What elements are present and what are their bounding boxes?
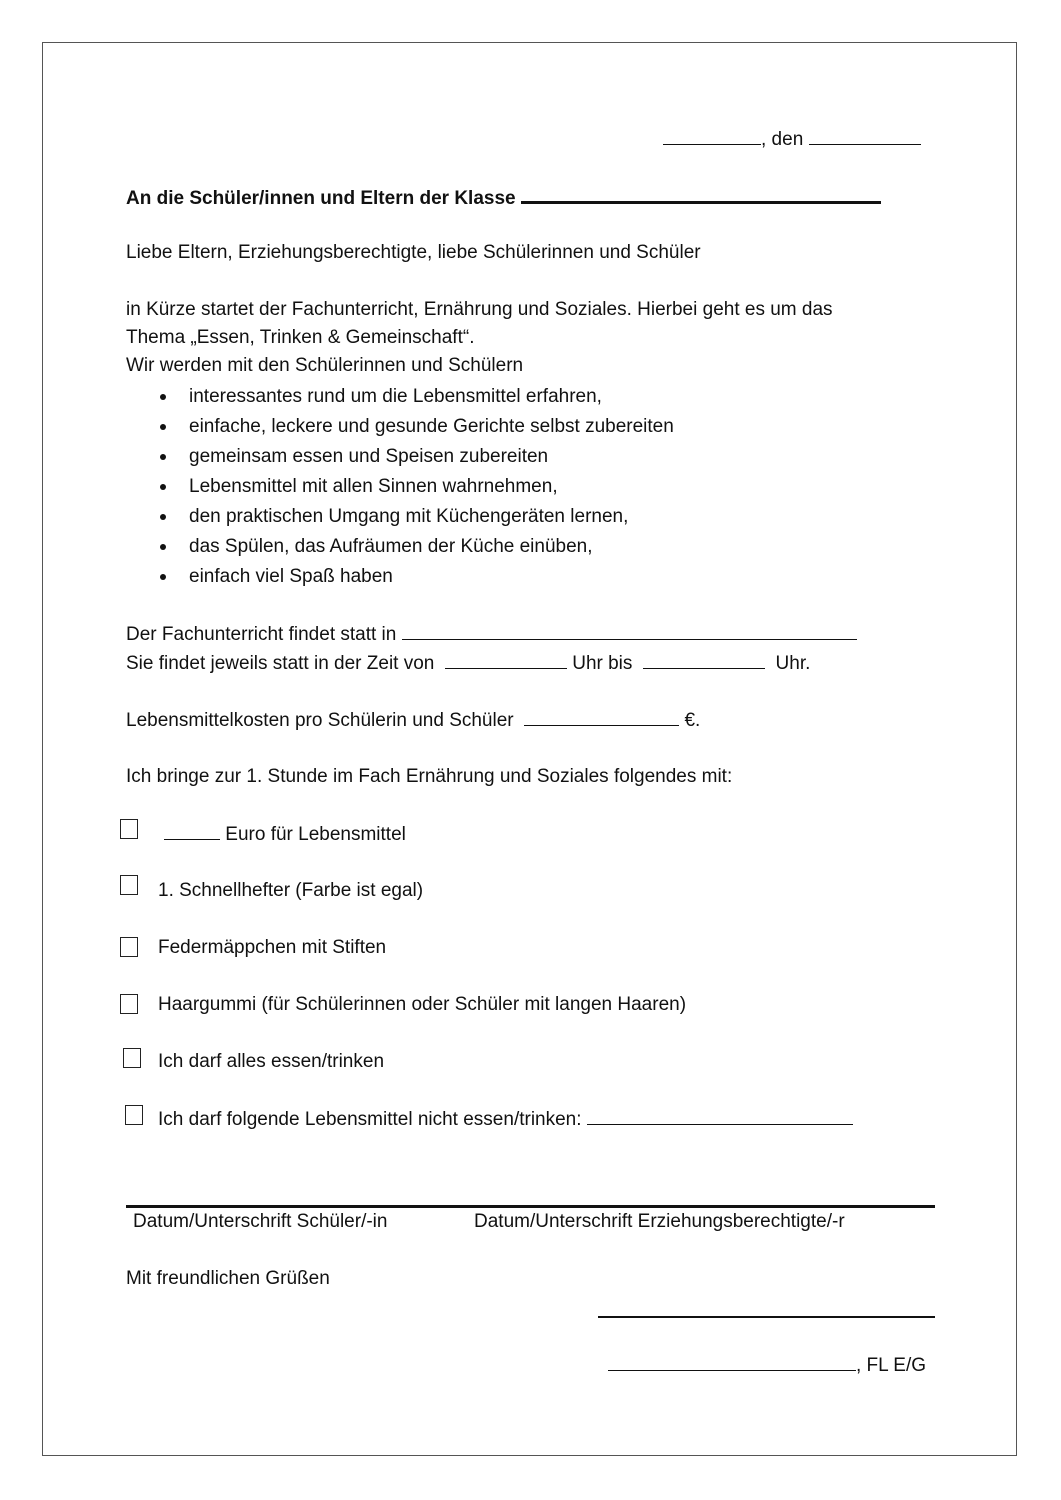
time-label: Sie findet jeweils statt in der Zeit von bbox=[126, 653, 435, 674]
list-item: einfache, leckere und gesunde Gerichte selbst zubereiten bbox=[189, 416, 674, 437]
heading-text: An die Schüler/innen und Eltern der Klasse bbox=[126, 188, 516, 209]
guardian-signature-label: Datum/Unterschrift Erziehungsberechtigte/-r bbox=[474, 1211, 845, 1232]
list-item: Lebensmittel mit allen Sinnen wahrnehmen, bbox=[189, 476, 558, 497]
date-field[interactable] bbox=[809, 128, 921, 145]
signature-line[interactable] bbox=[126, 1205, 935, 1208]
list-item: gemeinsam essen und Speisen zubereiten bbox=[189, 446, 549, 467]
checkbox[interactable] bbox=[120, 937, 138, 957]
checklist-label: Euro für Lebensmittel bbox=[225, 824, 406, 845]
location-field[interactable] bbox=[402, 623, 857, 640]
bullet-icon bbox=[160, 424, 166, 430]
checklist-item bbox=[158, 1108, 853, 1131]
checkbox[interactable] bbox=[125, 1105, 143, 1125]
location-line bbox=[126, 623, 857, 646]
bullet-icon bbox=[160, 544, 166, 550]
uhr-label: Uhr. bbox=[775, 653, 811, 674]
euro-amount-field[interactable] bbox=[164, 823, 220, 840]
list-item: interessantes rund um die Lebensmittel erfahren, bbox=[189, 386, 602, 407]
checklist-label: Federmäppchen mit Stiften bbox=[158, 937, 387, 958]
bullet-icon bbox=[160, 484, 166, 490]
intro-line: Thema „Essen, Trinken & Gemeinschaft“. bbox=[126, 327, 475, 348]
student-signature-label: Datum/Unterschrift Schüler/-in bbox=[133, 1211, 388, 1232]
checkbox[interactable] bbox=[120, 819, 138, 839]
checklist-label: 1. Schnellhefter (Farbe ist egal) bbox=[158, 880, 424, 901]
teacher-name-line bbox=[608, 1354, 926, 1377]
checklist-item bbox=[164, 823, 406, 846]
checkbox[interactable] bbox=[123, 1048, 141, 1068]
den-label: , den bbox=[761, 129, 804, 150]
date-line bbox=[663, 128, 921, 151]
teacher-suffix: , FL E/G bbox=[856, 1355, 927, 1376]
checklist-label: Ich darf alles essen/trinken bbox=[158, 1051, 385, 1072]
cost-label: Lebensmittelkosten pro Schülerin und Schüler bbox=[126, 710, 514, 731]
bring-intro: Ich bringe zur 1. Stunde im Fach Ernährung und Soziales folgendes mit: bbox=[126, 766, 733, 787]
list-item: einfach viel Spaß haben bbox=[189, 566, 393, 587]
teacher-name-field[interactable] bbox=[608, 1354, 856, 1371]
bullet-icon bbox=[160, 514, 166, 520]
checkbox[interactable] bbox=[120, 875, 138, 895]
cost-line bbox=[126, 709, 700, 732]
checklist-label: Ich darf folgende Lebensmittel nicht essen/trinken: bbox=[158, 1109, 582, 1130]
currency-label: €. bbox=[684, 710, 701, 731]
greeting: Liebe Eltern, Erziehungsberechtigte, liebe Schülerinnen und Schüler bbox=[126, 242, 701, 263]
uhr-bis-label: Uhr bis bbox=[572, 653, 633, 674]
intro-line: Wir werden mit den Schülerinnen und Schülern bbox=[126, 355, 524, 376]
checkbox[interactable] bbox=[120, 994, 138, 1014]
class-field[interactable] bbox=[521, 185, 881, 204]
location-label: Der Fachunterricht findet statt in bbox=[126, 624, 397, 645]
cost-field[interactable] bbox=[524, 709, 679, 726]
place-field[interactable] bbox=[663, 128, 761, 145]
list-item: den praktischen Umgang mit Küchengeräten lernen, bbox=[189, 506, 629, 527]
bullet-icon bbox=[160, 574, 166, 580]
time-line bbox=[126, 652, 810, 675]
checklist-label: Haargummi (für Schülerinnen oder Schüler mit langen Haaren) bbox=[158, 994, 687, 1015]
bullet-icon bbox=[160, 394, 166, 400]
heading bbox=[126, 185, 881, 210]
intro-line: in Kürze startet der Fachunterricht, Ernährung und Soziales. Hierbei geht es um das bbox=[126, 299, 833, 320]
end-time-field[interactable] bbox=[643, 652, 765, 669]
teacher-signature-line[interactable] bbox=[598, 1316, 935, 1318]
restrictions-field[interactable] bbox=[587, 1108, 853, 1125]
start-time-field[interactable] bbox=[445, 652, 567, 669]
bullet-icon bbox=[160, 454, 166, 460]
closing: Mit freundlichen Grüßen bbox=[126, 1268, 330, 1289]
list-item: das Spülen, das Aufräumen der Küche einüben, bbox=[189, 536, 593, 557]
